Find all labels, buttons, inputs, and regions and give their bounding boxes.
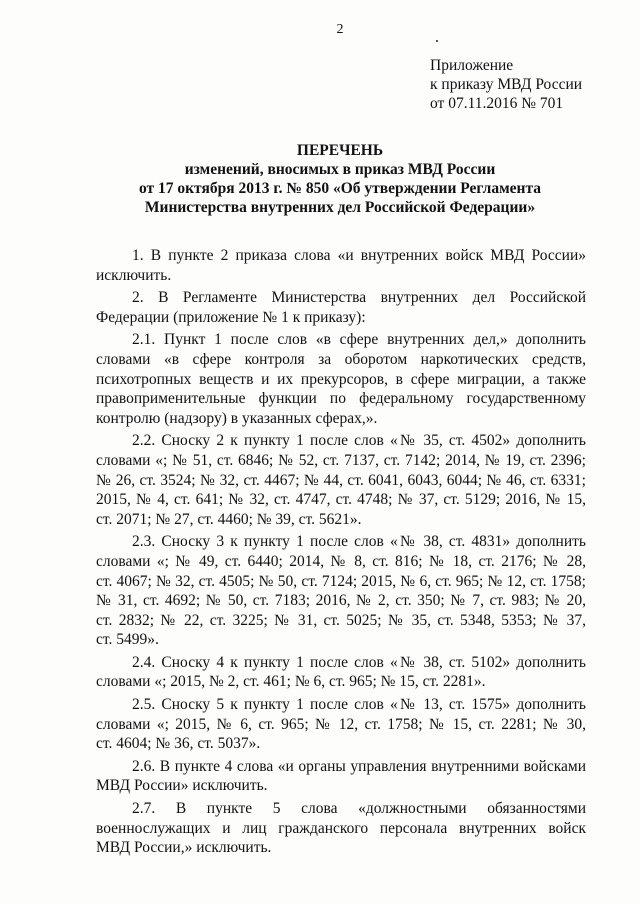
paragraph-line: правоприменительные функции по федеральному государственному <box>96 390 586 408</box>
paragraph <box>96 288 586 327</box>
paragraph <box>96 799 586 858</box>
paragraph-line: 2.4. Сноску 4 к пункту 1 после слов «№ 38, ст. 5102» дополнить <box>132 653 586 671</box>
paragraph-line: 1. В пункте 2 приказа слова «и внутренних войск МВД России» <box>132 247 586 264</box>
paragraph-line: 2. В Регламенте Министерства внутренних дел Российской <box>132 289 586 307</box>
paragraph-line: ст. 5499». <box>96 631 159 649</box>
paragraph-line: словами «в сфере контроля за оборотом наркотических средств, <box>96 350 586 368</box>
title-line: ПЕРЕЧЕНЬ <box>296 142 384 159</box>
paragraph-line: исключить. <box>96 266 172 284</box>
paragraph <box>96 431 586 529</box>
scan-speck <box>436 40 438 42</box>
paragraph <box>96 653 586 692</box>
paragraph-line: военнослужащих и лиц гражданского персонала внутренних войск <box>96 819 586 837</box>
paragraph-line: ст. 4604; № 36, ст. 5037». <box>96 735 261 753</box>
paragraph <box>96 532 586 650</box>
paragraph-line: МВД России,» исключить. <box>96 839 272 857</box>
paragraph-line: психотропных веществ и их прекурсоров, в сфере миграции, а также <box>96 370 586 388</box>
paragraph-line: № 31, ст. 4692; № 50, ст. 7183; 2016, № 2, ст. 350; № 7, ст. 983; № 20, <box>96 592 586 610</box>
paragraph-line: 2.5. Сноску 5 к пункту 1 после слов «№ 13, ст. 1575» дополнить <box>132 696 586 714</box>
paragraph-line: 2015, № 4, ст. 641; № 32, ст. 4747, ст. 4748; № 37, ст. 5129; 2016, № 15, <box>96 491 586 509</box>
paragraph-line: 2.1. Пункт 1 после слов «в сфере внутренних дел,» дополнить <box>132 331 586 349</box>
paragraph-line: словами «; 2015, № 2, ст. 461; № 6, ст. 965; № 15, ст. 2281». <box>96 673 486 691</box>
paragraph <box>96 695 586 754</box>
appendix-line: Приложение <box>430 57 514 74</box>
paragraph-line: 2.7. В пункте 5 слова «должностными обязанностями <box>132 800 586 818</box>
paragraph-line: словами «; № 51, ст. 6846; № 52, ст. 7137, ст. 7142; 2014, № 19, ст. 2396; <box>96 451 586 469</box>
paragraph-line: ст. 2832; № 22, ст. 3225; № 31, ст. 5025; № 35, ст. 5348, 5353; № 37, <box>96 611 586 629</box>
title-line: от 17 октября 2013 г. № 850 «Об утверждении Регламента <box>138 180 542 197</box>
paragraph <box>96 330 586 428</box>
paragraph-line: МВД России» исключить. <box>96 777 268 795</box>
appendix-line: от 07.11.2016 № 701 <box>430 95 564 112</box>
paragraph-line: № 26, ст. 3524; № 32, ст. 4467; № 44, ст. 6041, 6043, 6044; № 46, ст. 6331; <box>96 471 586 489</box>
paragraph <box>96 757 586 796</box>
paragraph-line: словами «; № 49, ст. 6440; 2014, № 8, ст. 816; № 18, ст. 2176; № 28, <box>96 552 586 570</box>
paragraph <box>96 246 586 285</box>
appendix-note <box>430 56 582 113</box>
title-line: изменений, вносимых в приказ МВД России <box>184 161 496 178</box>
paragraph-line: ст. 2071; № 27, ст. 4460; № 39, ст. 5621». <box>96 510 362 528</box>
appendix-line: к приказу МВД России <box>430 76 583 93</box>
paragraph-line: ст. 4067; № 32, ст. 4505; № 50, ст. 7124; 2015, № 6, ст. 965; № 12, ст. 1758; <box>96 572 586 590</box>
paragraph-line: контролю (надзору) в указанных сферах,». <box>96 409 378 427</box>
paragraph-line: словами «; 2015, № 6, ст. 965; № 12, ст. 1758; № 15, ст. 2281; № 30, <box>96 715 586 733</box>
page-number: 2 <box>336 22 344 37</box>
paragraph-line: Федерации (приложение № 1 к приказу): <box>96 308 366 326</box>
document-title <box>90 141 590 217</box>
title-line: Министерства внутренних дел Российской Федерации» <box>144 199 536 216</box>
paragraph-line: 2.2. Сноску 2 к пункту 1 после слов «№ 35, ст. 4502» дополнить <box>132 432 586 450</box>
paragraph-line: 2.6. В пункте 4 слова «и органы управления внутренними войсками <box>132 757 586 775</box>
document-body <box>96 246 586 861</box>
paragraph-line: 2.3. Сноску 3 к пункту 1 после слов «№ 38, ст. 4831» дополнить <box>132 533 586 551</box>
